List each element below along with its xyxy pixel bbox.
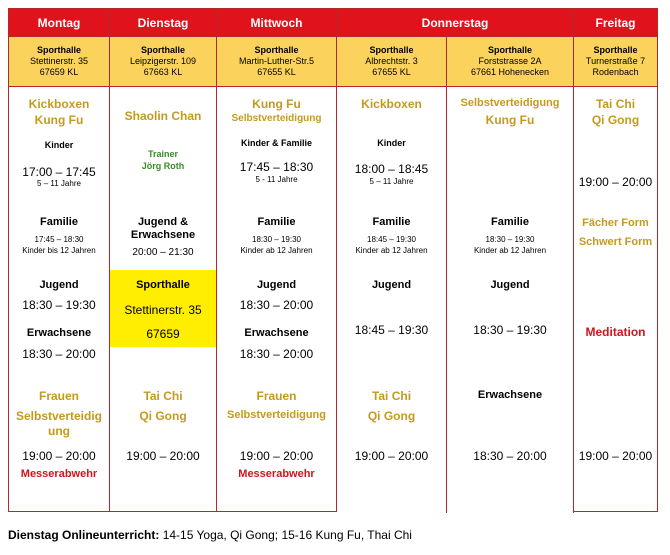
column-donnerstag-2	[447, 37, 574, 513]
time-slot: 18:45 – 19:30	[354, 323, 429, 337]
course-name: Selbstverteidig	[15, 409, 103, 423]
course-name: Selbstverteidigung	[231, 113, 322, 124]
address-donnerstag-2	[447, 37, 573, 87]
course-name: Fächer Form	[582, 217, 649, 229]
footer-label: Dienstag Onlineunterricht:	[8, 528, 160, 542]
course-name: Kickboxen	[28, 97, 90, 111]
column-dienstag	[110, 9, 217, 511]
day-header-dienstag: Dienstag	[110, 9, 216, 37]
course-name: Kickboxen	[361, 97, 422, 111]
group-label: Erwachsene	[26, 327, 92, 339]
address-city: Rodenbach	[592, 67, 639, 77]
time-slot: 17:00 – 17:45	[22, 165, 96, 179]
group-label: Jugend	[371, 279, 412, 291]
address-street: Forststrasse 2A	[478, 56, 542, 66]
group-label: Familie	[257, 216, 296, 228]
course-name: Frauen	[256, 389, 297, 403]
course-name: Kung Fu	[252, 97, 301, 111]
course-name: Qi Gong	[139, 409, 187, 423]
group-label: Familie	[372, 216, 411, 228]
address-title: Sporthalle	[369, 45, 414, 55]
time-slot: 18:00 – 18:45	[354, 162, 429, 176]
course-name: Selbstverteidigung	[460, 97, 560, 109]
group-label: Kinder & Familie	[240, 138, 312, 148]
day-header-montag: Montag	[9, 9, 109, 37]
course-name: ung	[48, 424, 70, 438]
day-header-donnerstag: Donnerstag	[337, 9, 573, 37]
age-note: Kinder bis 12 Jahren	[22, 246, 96, 255]
course-name: Tai Chi	[143, 389, 183, 403]
footer-text: 14-15 Yoga, Qi Gong; 15-16 Kung Fu, Thai Chi	[159, 528, 412, 542]
address-city: 67661 Hohenecken	[470, 67, 550, 77]
day-header-freitag: Freitag	[574, 9, 657, 37]
highlight-zip: 67659	[146, 327, 180, 341]
time-slot: 18:30 – 20:00	[239, 347, 314, 361]
time-slot: 17:45 – 18:30	[239, 160, 314, 174]
address-mittwoch	[217, 37, 336, 87]
column-mittwoch	[217, 9, 337, 511]
address-city: 67663 KL	[143, 67, 183, 77]
time-slot: 18:30 – 19:30	[473, 323, 547, 337]
highlight-title: Sporthalle	[136, 279, 190, 291]
course-name: Kung Fu	[485, 113, 535, 127]
course-name: Selbstverteidigung	[226, 409, 327, 421]
time-slot: 18:30 – 19:30	[22, 298, 96, 312]
age-note: Kinder ab 12 Jahren	[355, 246, 428, 255]
schedule-table	[8, 8, 658, 512]
course-name: Frauen	[38, 389, 79, 403]
address-title: Sporthalle	[254, 45, 299, 55]
extra-label: Messerabwehr	[238, 468, 315, 480]
course-name: Tai Chi	[595, 97, 636, 111]
group-label: Erwachsene	[477, 389, 543, 401]
age-note: Kinder ab 12 Jahren	[240, 246, 313, 255]
column-freitag	[574, 9, 657, 511]
address-title: Sporthalle	[593, 45, 638, 55]
address-street: Leipzigerstr. 109	[129, 56, 197, 66]
time-slot: 19:00 – 20:00	[239, 449, 314, 463]
address-city: 67655 KL	[257, 67, 296, 77]
time-slot: 18:30 – 20:00	[239, 298, 314, 312]
group-label: Erwachsene	[130, 229, 196, 241]
time-slot: 18:30 – 20:00	[22, 347, 96, 361]
age-note: Kinder ab 12 Jahren	[473, 246, 547, 255]
highlight-street: Stettinerstr. 35	[124, 303, 202, 317]
time-slot: 19:00 – 20:00	[578, 449, 653, 463]
age-note: 5 - 11 Jahre	[255, 175, 298, 184]
address-street: Martin-Luther-Str.5	[238, 56, 315, 66]
extra-label: Meditation	[585, 325, 646, 339]
trainer-label: Trainer	[147, 149, 178, 159]
address-montag	[9, 37, 109, 87]
time-slot: 17:45 – 18:30	[34, 235, 84, 244]
address-street: Stettinerstr. 35	[29, 56, 89, 66]
extra-label: Messerabwehr	[20, 468, 98, 480]
time-slot: 18:30 – 20:00	[473, 449, 547, 463]
time-slot: 18:30 – 19:30	[485, 235, 535, 244]
course-name: Qi Gong	[367, 409, 416, 423]
time-slot: 19:00 – 20:00	[22, 449, 96, 463]
column-montag	[9, 9, 110, 511]
group-label: Erwachsene	[244, 327, 309, 339]
address-city: 67655 KL	[372, 67, 411, 77]
address-dienstag	[110, 37, 216, 87]
address-street: Turnerstraße 7	[585, 56, 646, 66]
time-slot: 19:00 – 20:00	[126, 449, 200, 463]
age-note: 5 – 11 Jahre	[37, 179, 81, 188]
course-name: Qi Gong	[591, 113, 640, 127]
time-slot: 19:00 – 20:00	[578, 175, 653, 189]
course-name: Schwert Form	[578, 236, 653, 248]
day-header-mittwoch: Mittwoch	[217, 9, 336, 37]
online-classes-note	[8, 528, 412, 542]
address-title: Sporthalle	[36, 45, 81, 55]
time-slot: 20:00 – 21:30	[132, 247, 194, 258]
group-label: Jugend	[490, 279, 530, 291]
time-slot: 18:45 – 19:30	[367, 235, 416, 244]
group-label: Jugend	[39, 279, 79, 291]
group-label: Familie	[491, 216, 529, 228]
course-name: Tai Chi	[371, 389, 412, 403]
group-label: Jugend &	[137, 216, 189, 228]
group-label: Kinder	[377, 138, 406, 148]
time-slot: 19:00 – 20:00	[354, 449, 429, 463]
address-title: Sporthalle	[487, 45, 532, 55]
course-name: Shaolin Chan	[124, 109, 202, 123]
address-title: Sporthalle	[140, 45, 185, 55]
address-city: 67659 KL	[39, 67, 79, 77]
address-freitag	[574, 37, 657, 87]
group-label: Jugend	[256, 279, 297, 291]
address-donnerstag-1	[337, 37, 446, 87]
course-name: Kung Fu	[34, 113, 84, 127]
group-label: Kinder	[44, 140, 74, 150]
group-label: Familie	[40, 216, 78, 228]
column-donnerstag-1	[337, 37, 447, 513]
address-street: Albrechtstr. 3	[365, 56, 418, 66]
time-slot: 18:30 – 19:30	[252, 235, 301, 244]
trainer-name: Jörg Roth	[141, 161, 185, 171]
age-note: 5 – 11 Jahre	[369, 177, 414, 186]
